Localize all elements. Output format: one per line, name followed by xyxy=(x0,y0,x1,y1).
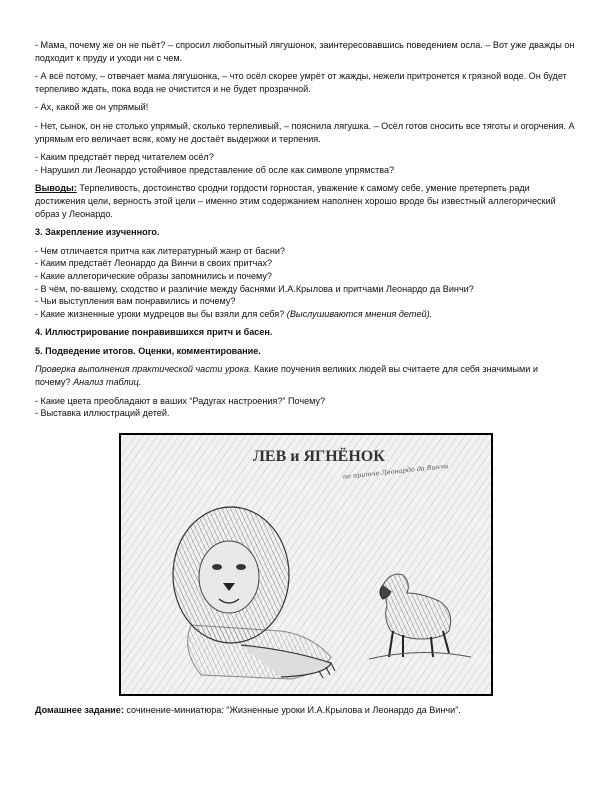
section-5-list xyxy=(35,395,575,420)
conclusion-label: Выводы: xyxy=(35,183,77,194)
list-item: - В чём, по-вашему, сходство и различие между баснями И.А.Крылова и притчами Леонардо да Винчи? xyxy=(35,283,474,294)
question-line: - Каким предстаёт перед читателем осёл? xyxy=(35,152,214,163)
list-item: - Какие цвета преобладают в ваших “Радугах настроения?” Почему? xyxy=(35,395,326,406)
section-5-paragraph xyxy=(35,363,575,388)
check-text: Какие поучения великих людей вы считаете для себя значимыми и почему? xyxy=(35,364,538,388)
lion-eye xyxy=(236,564,246,570)
lion-eye xyxy=(212,564,222,570)
check-italic-2: Анализ таблиц. xyxy=(73,377,142,388)
section-4-heading: 4. Иллюстрирование понравившихся притч и басен. xyxy=(35,327,273,338)
homework-label: Домашнее задание: xyxy=(35,705,124,715)
dialogue-line-4: - Нет, сынок, он не столько упрямый, сколько терпеливый, – пояснила лягушка. – Осёл готов сносить все тяготы и огорчения. А упрямым его величает всяк, кому не достаёт выдержки и терпения. xyxy=(35,120,575,144)
dialogue-line-3: - Ах, какой же он упрямый! xyxy=(35,102,149,113)
section-3-heading: 3. Закрепление изученного. xyxy=(35,227,160,238)
lion-face xyxy=(199,541,259,613)
lesson-text xyxy=(35,39,575,426)
list-item: - Чем отличается притча как литературный жанр от басни? xyxy=(35,245,285,256)
pencil-drawing xyxy=(121,435,491,694)
list-item: - Какие жизненные уроки мудрецов вы бы взяли для себя? xyxy=(35,308,285,319)
homework-paragraph xyxy=(35,704,575,717)
section-3-list xyxy=(35,245,575,321)
lion-and-lamb-illustration xyxy=(119,433,493,696)
question-line: - Нарушил ли Леонардо устойчивое представление об осле как символе упрямства? xyxy=(35,164,395,175)
homework-text: сочинение-миниатюра: “Жизненные уроки И.А.Крылова и Леонардо да Винчи”. xyxy=(123,705,461,715)
drawing-title: ЛЕВ и ЯГНЁНОК xyxy=(253,448,385,465)
list-item: - Чьи выступления вам понравились и почему? xyxy=(35,296,236,307)
questions-block-1 xyxy=(35,151,575,176)
check-italic: Проверка выполнения практической части урока. xyxy=(35,364,252,375)
list-item: - Выставка иллюстраций детей. xyxy=(35,408,170,419)
list-item: - Каким предстаёт Леонардо да Винчи в своих притчах? xyxy=(35,258,273,269)
section-5-heading: 5. Подведение итогов. Оценки, комментирование. xyxy=(35,345,261,356)
conclusion-text: Терпеливость, достоинство сродни гордости горностая, уважение к самому себе, умение претерпеть ради достижения цели, верность этой цели – именно этим содержанием наполнен хорошо вроде бы известный аллегорический образ у Леонардо. xyxy=(35,183,556,219)
conclusion-paragraph xyxy=(35,182,575,220)
dialogue-line-1: - Мама, почему же он не пьёт? – спросил любопытный лягушонок, заинтересовавшись поведением осла. – Вот уже дважды он подходит к пруду и уходи ни с чем. xyxy=(35,40,575,63)
list-item-note: (Выслушиваются мнения детей). xyxy=(284,308,433,319)
dialogue-line-2: - А всё потому, – отвечает мама лягушонка, – что осёл скорее умрёт от жажды, нежели притронется к грязной воде. Он будет терпеливо ждать, пока вода не очистится и не будет прозрачной. xyxy=(35,71,567,94)
drawing-subtitle: по притче Леонардо да Винчи xyxy=(342,461,449,481)
list-item: - Какие аллегорические образы запомнились и почему? xyxy=(35,270,272,281)
